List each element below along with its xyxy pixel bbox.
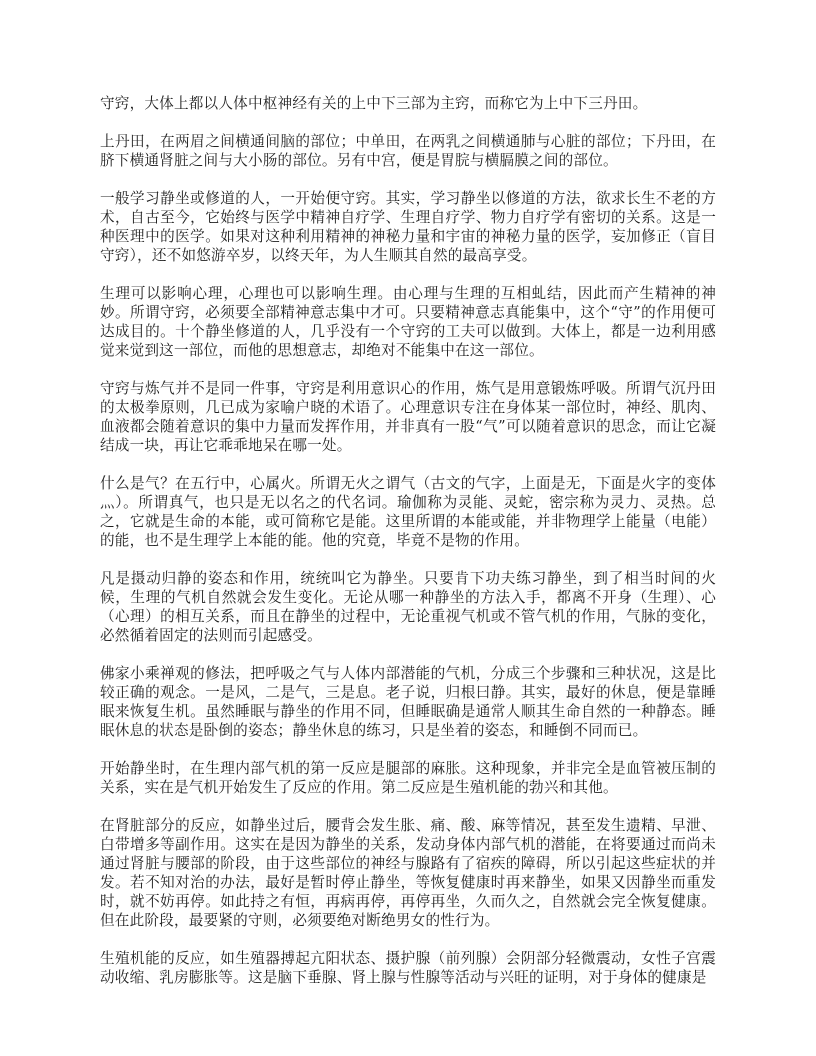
paragraph-8: 佛家小乘禅观的修法，把呼吸之气与人体内部潜能的气机，分成三个步骤和三种状况，这是比较正确的观念。一是风，二是气，三是息。老子说，归根曰静。其实，最好的休息，便是靠睡眠来恢复生机。虽然睡眠与静坐的作用不同，但睡眠确是通常人顺其生命自然的一种静态。睡眠休息的状态是卧倒的姿态；静坐休息的练习，只是坐着的姿态，和睡倒不同而已。 [100, 665, 716, 739]
paragraph-9: 开始静坐时，在生理内部气机的第一反应是腿部的麻胀。这种现象，并非完全是血管被压制的关系，实在是气机开始发生了反应的作用。第二反应是生殖机能的勃兴和其他。 [100, 760, 716, 796]
paragraph-1: 守窍，大体上都以人体中枢神经有关的上中下三部为主窍，而称它为上中下三丹田。 [100, 95, 648, 112]
paragraph-10: 在肾脏部分的反应，如静坐过后，腰背会发生胀、痛、酸、麻等情况，甚至发生遗精、早泄、白带增多等副作用。这实在是因为静坐的关系，发动身体内部气机的潜能，在将要通过而尚未通过肾脏与腰部的阶段，由于这些部位的神经与腺路有了宿疾的障碍，所以引起这些症状的并发。若不知对治的办法，最好是暂时停止静坐，等恢复健康时再来静坐，如果又因静坐而重发时，就不妨再停。如此持之有恒，再病再停，再停再坐，久而久之，自然就会完全恢复健康。但在此阶段，最要紧的守则，必须要绝对断绝男女的性行为。 [100, 817, 716, 929]
paragraph-2: 上丹田，在两眉之间横通间脑的部位；中单田，在两乳之间横通肺与心脏的部位；下丹田，在脐下横通肾脏之间与大小肠的部位。另有中宫，便是胃脘与横膈膜之间的部位。 [100, 133, 716, 169]
paragraph-3: 一般学习静坐或修道的人，一开始便守窍。其实，学习静坐以修道的方法，欲求长生不老的方术，自古至今，它始终与医学中精神自疗学、生理自疗学、物力自疗学有密切的关系。这是一种医理中的医学。如果对这种利用精神的神秘力量和宇宙的神秘力量的医学，妄加修正（盲目守窍），还不如悠游卒岁，以终天年，为人生顺其自然的最高享受。 [100, 190, 716, 264]
paragraph-7: 凡是摄动归静的姿态和作用，统统叫它为静坐。只要肯下功夫练习静坐，到了相当时间的火候，生理的气机自然就会发生变化。无论从哪一种静坐的方法入手，都离不开身（生理）、心（心理）的相互关系，而且在静坐的过程中，无论重视气机或不管气机的作用，气脉的变化，必然循着固定的法则而引起感受。 [100, 570, 716, 644]
text-column [100, 94, 716, 987]
paragraph-5: 守窍与炼气并不是同一件事，守窍是利用意识心的作用，炼气是用意锻炼呼吸。所谓气沉丹田的太极拳原则，几已成为家喻户晓的术语了。心理意识专注在身体某一部位时，神经、肌肉、血液都会随着意识的集中力量而发挥作用，并非真有一股“气”可以随着意识的思念，而让它凝结成一块，再让它乖乖地呆在哪一处。 [100, 380, 716, 454]
paragraph-11: 生殖机能的反应，如生殖器搏起亢阳状态、摄护腺（前列腺）会阴部分轻微震动，女性子宫震动收缩、乳房膨胀等。这是脑下垂腺、肾上腺与性腺等活动与兴旺的证明，对于身体的健康是 [100, 950, 716, 986]
paragraph-6: 什么是气？在五行中，心属火。所谓无火之谓气（古文的气字，上面是无，下面是火字的变体灬）。所谓真气，也只是无以名之的代名词。瑜伽称为灵能、灵蛇，密宗称为灵力、灵热。总之，它就是生命的本能，或可简称它是能。这里所谓的本能或能，并非物理学上能量（电能）的能，也不是生理学上本能的能。他的究竟，毕竟不是物的作用。 [100, 475, 716, 549]
paragraph-4: 生理可以影响心理，心理也可以影响生理。由心理与生理的互相虬结，因此而产生精神的神妙。所谓守窍，必须要全部精神意志集中才可。只要精神意志真能集中，这个“守”的作用便可达成目的。十个静坐修道的人，几乎没有一个守窍的工夫可以做到。大体上，都是一边利用感觉来觉到这一部位，而他的思想意志，却绝对不能集中在这一部位。 [100, 285, 716, 359]
